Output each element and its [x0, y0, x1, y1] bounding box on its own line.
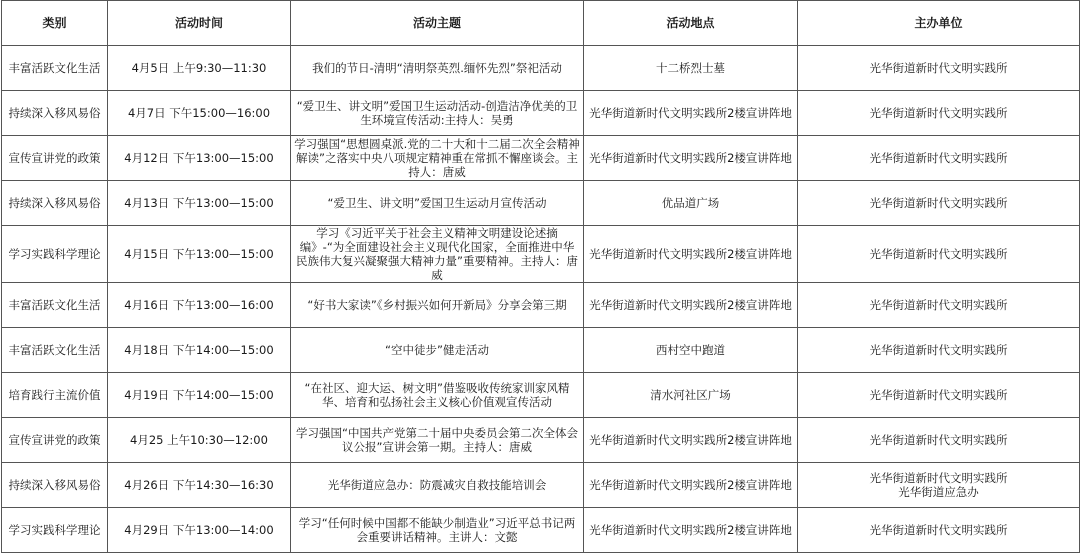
location-cell: 光华街道新时代文明实践所2楼宣讲阵地 [584, 136, 798, 181]
category-cell: 丰富活跃文化生活 [2, 283, 108, 328]
location-cell: 光华街道新时代文明实践所2楼宣讲阵地 [584, 91, 798, 136]
category-cell: 培育践行主流价值 [2, 373, 108, 418]
location-cell: 光华街道新时代文明实践所2楼宣讲阵地 [584, 508, 798, 553]
table-row [2, 136, 1080, 181]
topic-cell: “在社区、迎大运、树文明”借鉴吸收传统家训家风精华、培育和弘扬社会主义核心价值观宣传活动 [291, 373, 584, 418]
location-cell: 十二桥烈士墓 [584, 46, 798, 91]
table-row [2, 373, 1080, 418]
time-cell: 4月15日 下午13:00—15:00 [108, 226, 291, 283]
category-cell: 学习实践科学理论 [2, 508, 108, 553]
table-row [2, 508, 1080, 553]
time-cell: 4月19日 下午14:00—15:00 [108, 373, 291, 418]
topic-cell: 我们的节日-清明“清明祭英烈.缅怀先烈”祭祀活动 [291, 46, 584, 91]
category-cell: 丰富活跃文化生活 [2, 46, 108, 91]
header-location: 活动地点 [584, 1, 798, 46]
topic-cell: 学习“任何时候中国都不能缺少制造业”习近平总书记两会重要讲话精神。主讲人：文懿 [291, 508, 584, 553]
location-cell: 光华街道新时代文明实践所2楼宣讲阵地 [584, 418, 798, 463]
organizer-cell: 光华街道新时代文明实践所 [798, 136, 1080, 181]
table-row [2, 181, 1080, 226]
organizer-cell: 光华街道新时代文明实践所 [798, 91, 1080, 136]
topic-cell: 学习《习近平关于社会主义精神文明建设论述摘编》-“为全面建设社会主义现代化国家，全面推进中华民族伟大复兴凝聚强大精神力量”重要精神。主持人：唐威 [291, 226, 584, 283]
organizer-cell: 光华街道新时代文明实践所 [798, 373, 1080, 418]
activity-schedule-table [1, 0, 1080, 553]
topic-cell: “爱卫生、讲文明”爱国卫生运动活动-创造洁净优美的卫生环境宣传活动:主持人：吴勇 [291, 91, 584, 136]
time-cell: 4月18日 下午14:00—15:00 [108, 328, 291, 373]
table-row [2, 328, 1080, 373]
time-cell: 4月12日 下午13:00—15:00 [108, 136, 291, 181]
topic-cell: “空中徒步”健走活动 [291, 328, 584, 373]
table-row [2, 46, 1080, 91]
header-row [2, 1, 1080, 46]
time-cell: 4月26日 下午14:30—16:30 [108, 463, 291, 508]
table-row [2, 226, 1080, 283]
header-organizer: 主办单位 [798, 1, 1080, 46]
category-cell: 持续深入移风易俗 [2, 91, 108, 136]
category-cell: 学习实践科学理论 [2, 226, 108, 283]
category-cell: 持续深入移风易俗 [2, 181, 108, 226]
table-row [2, 463, 1080, 508]
time-cell: 4月13日 下午13:00—15:00 [108, 181, 291, 226]
table-row [2, 283, 1080, 328]
time-cell: 4月16日 下午13:00—16:00 [108, 283, 291, 328]
table-row [2, 418, 1080, 463]
topic-cell: “爱卫生、讲文明”爱国卫生运动月宣传活动 [291, 181, 584, 226]
category-cell: 持续深入移风易俗 [2, 463, 108, 508]
location-cell: 光华街道新时代文明实践所2楼宣讲阵地 [584, 226, 798, 283]
time-cell: 4月7日 下午15:00—16:00 [108, 91, 291, 136]
category-cell: 宣传宣讲党的政策 [2, 418, 108, 463]
location-cell: 清水河社区广场 [584, 373, 798, 418]
topic-cell: 学习强国“中国共产党第二十届中央委员会第二次全体会议公报”宣讲会第一期。主持人：唐威 [291, 418, 584, 463]
location-cell: 光华街道新时代文明实践所2楼宣讲阵地 [584, 463, 798, 508]
location-cell: 优品道广场 [584, 181, 798, 226]
category-cell: 丰富活跃文化生活 [2, 328, 108, 373]
header-category: 类别 [2, 1, 108, 46]
header-topic: 活动主题 [291, 1, 584, 46]
organizer-cell: 光华街道新时代文明实践所 [798, 508, 1080, 553]
location-cell: 西村空中跑道 [584, 328, 798, 373]
organizer-cell: 光华街道新时代文明实践所 [798, 328, 1080, 373]
table-row [2, 91, 1080, 136]
topic-cell: “好书大家读”《乡村振兴如何开新局》分享会第三期 [291, 283, 584, 328]
organizer-cell: 光华街道新时代文明实践所 [798, 283, 1080, 328]
organizer-cell: 光华街道新时代文明实践所 [798, 418, 1080, 463]
organizer-cell: 光华街道新时代文明实践所 [798, 181, 1080, 226]
time-cell: 4月25 上午10:30—12:00 [108, 418, 291, 463]
topic-cell: 学习强国“思想圆桌派.党的二十大和十二届二次全会精神解读”之落实中央八项规定精神重在常抓不懈座谈会。主持人：唐威 [291, 136, 584, 181]
organizer-cell: 光华街道新时代文明实践所 光华街道应急办 [798, 463, 1080, 508]
category-cell: 宣传宣讲党的政策 [2, 136, 108, 181]
time-cell: 4月29日 下午13:00—14:00 [108, 508, 291, 553]
time-cell: 4月5日 上午9:30—11:30 [108, 46, 291, 91]
organizer-cell: 光华街道新时代文明实践所 [798, 46, 1080, 91]
organizer-cell: 光华街道新时代文明实践所 [798, 226, 1080, 283]
header-time: 活动时间 [108, 1, 291, 46]
location-cell: 光华街道新时代文明实践所2楼宣讲阵地 [584, 283, 798, 328]
topic-cell: 光华街道应急办：防震减灾自救技能培训会 [291, 463, 584, 508]
